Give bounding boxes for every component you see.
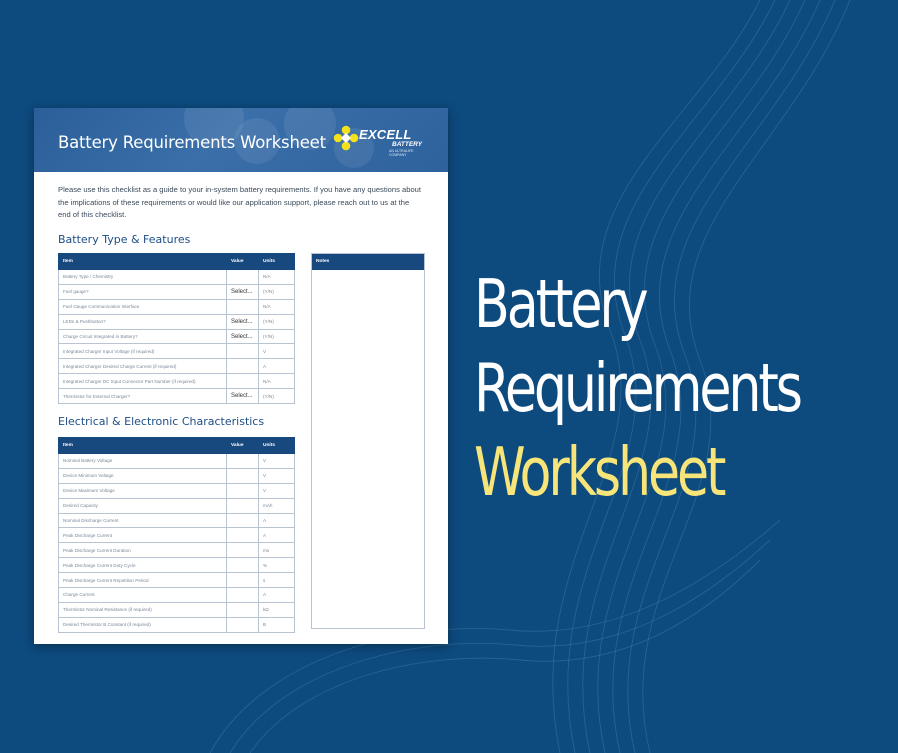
- column-header-value: Value: [227, 254, 259, 270]
- table-row: [59, 389, 295, 404]
- section-title-battery-type: Battery Type & Features: [58, 233, 191, 246]
- column-header-units: Units: [259, 254, 295, 270]
- cell-value[interactable]: [227, 374, 259, 389]
- cell-value[interactable]: [227, 543, 259, 558]
- cell-units: V: [259, 468, 295, 483]
- table-row: [59, 573, 295, 588]
- cell-item: Peak Discharge Current Duty Cycle: [59, 558, 227, 573]
- logo-word: EXCELL: [359, 127, 412, 142]
- headline-line-1: Battery: [474, 265, 646, 343]
- logo-tagline: AN ULTRALIFE COMPANY: [389, 149, 414, 157]
- cell-item: Thermistor for External Charger?: [59, 389, 227, 404]
- table-row: [59, 617, 295, 632]
- cell-units: s: [259, 573, 295, 588]
- cell-item: Device Maximum Voltage: [59, 483, 227, 498]
- cell-value[interactable]: [227, 588, 259, 603]
- intro-paragraph: Please use this checklist as a guide to your in-system battery requirements. If you have any questions about the implications of these requirements or would like our application support, please reach out to us at the end of this checklist.: [58, 185, 422, 220]
- column-header-units: Units: [259, 438, 295, 454]
- cell-units: (Y/N): [259, 389, 295, 404]
- headline-line-3: Worksheet: [474, 433, 724, 511]
- battery-type-table: [58, 253, 295, 404]
- cell-value[interactable]: [227, 513, 259, 528]
- headline: [474, 262, 800, 514]
- headline-line-2: Requirements: [474, 349, 800, 427]
- cell-item: Charge Current: [59, 588, 227, 603]
- cell-value[interactable]: [227, 468, 259, 483]
- table-row: [59, 359, 295, 374]
- cell-units: A: [259, 359, 295, 374]
- cell-units: B: [259, 617, 295, 632]
- cell-item: Fuel gauge?: [59, 284, 227, 299]
- table-row: [59, 344, 295, 359]
- cell-units: (Y/N): [259, 284, 295, 299]
- table-header-row: [59, 254, 295, 270]
- cell-units: V: [259, 344, 295, 359]
- cell-value[interactable]: [227, 558, 259, 573]
- cell-item: Peak Discharge Current Repetition Period: [59, 573, 227, 588]
- cell-item: Peak Discharge Current Duration: [59, 543, 227, 558]
- cell-value[interactable]: Select...: [227, 389, 259, 404]
- cell-item: LEDs & Pushbutton?: [59, 314, 227, 329]
- logo-subword: BATTERY: [392, 141, 423, 148]
- cell-units: N/A: [259, 270, 295, 285]
- cell-value[interactable]: [227, 344, 259, 359]
- table-row: [59, 558, 295, 573]
- cell-units: N/A: [259, 374, 295, 389]
- cell-units: V: [259, 483, 295, 498]
- electrical-characteristics-table: [58, 437, 295, 633]
- document-title: Battery Requirements Worksheet: [58, 133, 326, 152]
- cell-units: (Y/N): [259, 314, 295, 329]
- cell-item: Thermistor Nominal Resistance (if required): [59, 602, 227, 617]
- column-header-item: Item: [59, 254, 227, 270]
- cell-item: Desired Thermistor B Constant (if required): [59, 617, 227, 632]
- cell-value[interactable]: [227, 359, 259, 374]
- cell-value[interactable]: [227, 528, 259, 543]
- table-row: [59, 543, 295, 558]
- table-row: [59, 513, 295, 528]
- cell-units: V: [259, 454, 295, 469]
- cell-units: kΩ: [259, 602, 295, 617]
- section-title-electrical: Electrical & Electronic Characteristics: [58, 415, 265, 428]
- table-row: [59, 468, 295, 483]
- cell-item: Fuel Gauge Communication Interface: [59, 299, 227, 314]
- worksheet-document: [34, 108, 448, 644]
- cell-value[interactable]: [227, 498, 259, 513]
- cell-item: Battery Type / Chemistry: [59, 270, 227, 285]
- table-row: [59, 454, 295, 469]
- cell-item: Charge Circuit Integrated in Battery?: [59, 329, 227, 344]
- notes-header: Notes: [312, 254, 424, 270]
- cell-value[interactable]: [227, 573, 259, 588]
- cell-item: Nominal Discharge Current: [59, 513, 227, 528]
- table-row: [59, 374, 295, 389]
- cell-value[interactable]: [227, 454, 259, 469]
- cell-item: Desired Capacity: [59, 498, 227, 513]
- column-header-value: Value: [227, 438, 259, 454]
- cell-units: A: [259, 513, 295, 528]
- excell-battery-logo: [332, 124, 426, 158]
- table-row: [59, 329, 295, 344]
- document-header: [34, 108, 448, 172]
- notes-box[interactable]: [311, 253, 425, 629]
- table-row: [59, 314, 295, 329]
- cell-item: Integrated Charger Desired Charge Current (if required): [59, 359, 227, 374]
- cell-item: Device Minimum Voltage: [59, 468, 227, 483]
- cell-units: (Y/N): [259, 329, 295, 344]
- cell-item: Integrated Charger Input Voltage (if required): [59, 344, 227, 359]
- cell-item: Nominal Battery Voltage: [59, 454, 227, 469]
- column-header-item: Item: [59, 438, 227, 454]
- cell-value[interactable]: Select...: [227, 284, 259, 299]
- cell-units: %: [259, 558, 295, 573]
- table-row: [59, 498, 295, 513]
- table-row: [59, 270, 295, 285]
- table-row: [59, 299, 295, 314]
- cell-value[interactable]: Select...: [227, 314, 259, 329]
- table-row: [59, 528, 295, 543]
- cell-units: A: [259, 528, 295, 543]
- cell-units: mAh: [259, 498, 295, 513]
- cell-units: A: [259, 588, 295, 603]
- cell-value[interactable]: Select...: [227, 329, 259, 344]
- table-row: [59, 483, 295, 498]
- cell-value[interactable]: [227, 602, 259, 617]
- cell-item: Integrated Charger DC Input Connector Part Number (if required): [59, 374, 227, 389]
- cell-value[interactable]: [227, 270, 259, 285]
- table-header-row: [59, 438, 295, 454]
- cell-value[interactable]: [227, 299, 259, 314]
- table-row: [59, 588, 295, 603]
- table-row: [59, 602, 295, 617]
- cell-value[interactable]: [227, 617, 259, 632]
- cell-item: Peak Discharge Current: [59, 528, 227, 543]
- table-row: [59, 284, 295, 299]
- cell-units: N/A: [259, 299, 295, 314]
- excell-diamond-logo-icon: [332, 124, 360, 152]
- cell-value[interactable]: [227, 483, 259, 498]
- cell-units: ms: [259, 543, 295, 558]
